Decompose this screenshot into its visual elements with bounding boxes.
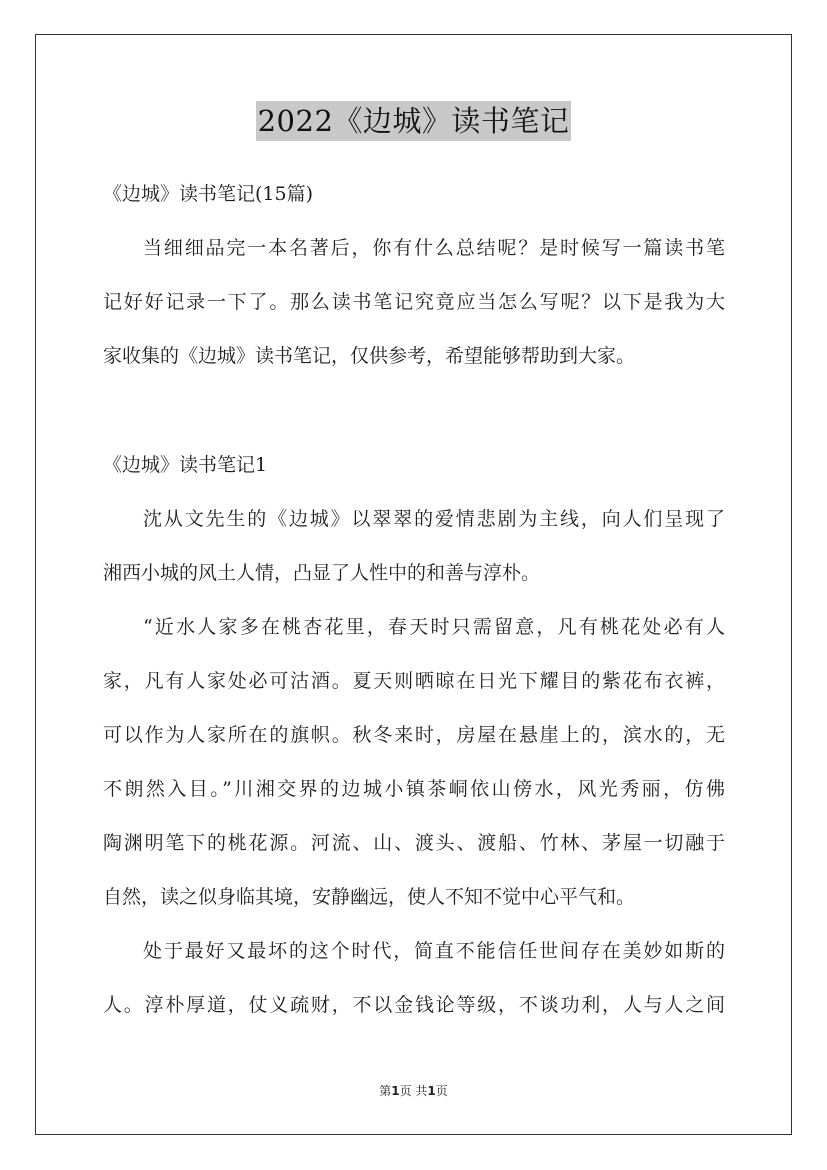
- paragraph-line: 处于最好又最坏的这个时代，简直不能信任世间存在美妙如斯的: [143, 940, 725, 962]
- footer-page-mid: 页 共: [399, 1084, 428, 1098]
- title-container: [0, 101, 827, 141]
- document-subtitle: 《边城》读书笔记(15篇): [103, 183, 314, 205]
- paragraph-line: 不朗然入目。”川湘交界的边城小镇茶峒依山傍水，风光秀丽，仿佛: [103, 778, 725, 800]
- paragraph-line: 湘西小城的风土人情，凸显了人性中的和善与淳朴。: [103, 562, 541, 584]
- footer-page-prefix: 第: [379, 1084, 392, 1098]
- paragraph-line: 可以作为人家所在的旗帜。秋冬来时，房屋在悬崖上的，滨水的，无: [103, 724, 725, 746]
- footer-page-suffix: 页: [435, 1084, 448, 1098]
- intro-line: 家收集的《边城》读书笔记，仅供参考，希望能够帮助到大家。: [103, 345, 636, 367]
- paragraph-line: 陶渊明笔下的桃花源。河流、山、渡头、渡船、竹林、茅屋一切融于: [103, 832, 725, 854]
- document-title: 2022《边城》读书笔记: [256, 101, 572, 141]
- paragraph-line: 沈从文先生的《边城》以翠翠的爱情悲剧为主线，向人们呈现了: [143, 508, 725, 530]
- paragraph-line: 自然，读之似身临其境，安静幽远，使人不知不觉中心平气和。: [103, 886, 636, 908]
- paragraph-line: 家，凡有人家处必可沽酒。夏天则晒晾在日光下耀目的紫花布衣裤，: [103, 670, 725, 692]
- footer-page-total: 1: [427, 1084, 436, 1098]
- paragraph-line: “近水人家多在桃杏花里，春天时只需留意，凡有桃花处必有人: [143, 616, 725, 638]
- footer-page-current: 1: [391, 1084, 400, 1098]
- intro-line: 记好好记录一下了。那么读书笔记究竟应当怎么写呢？以下是我为大: [103, 291, 725, 313]
- page-footer: [0, 1082, 827, 1100]
- section-heading: 《边城》读书笔记1: [103, 454, 268, 476]
- intro-line: 当细细品完一本名著后，你有什么总结呢？是时候写一篇读书笔: [143, 237, 725, 259]
- paragraph-line: 人。淳朴厚道，仗义疏财，不以金钱论等级，不谈功利，人与人之间: [103, 994, 725, 1016]
